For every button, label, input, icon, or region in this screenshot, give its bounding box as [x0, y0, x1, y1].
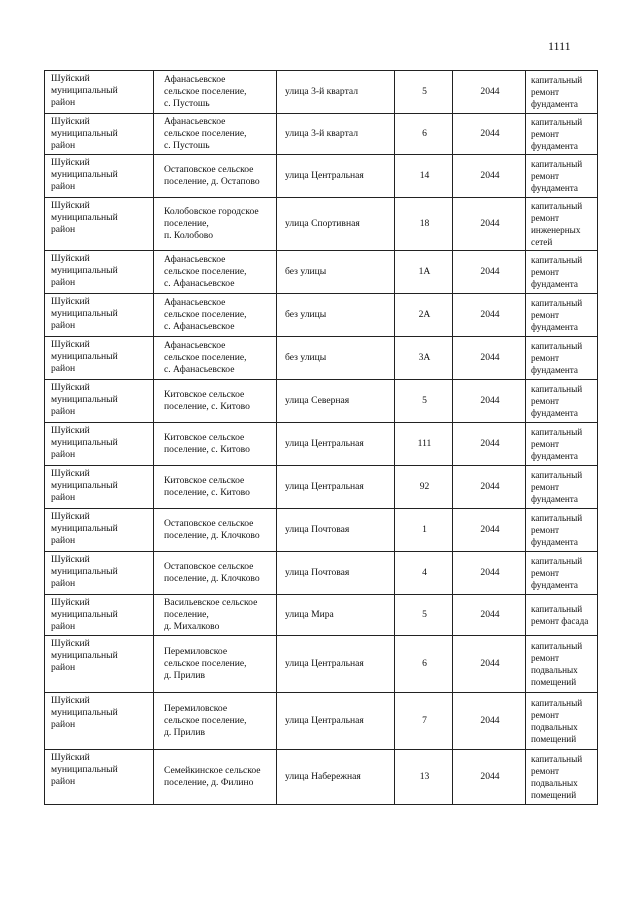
table-row — [45, 636, 598, 693]
year-cell: 2044 — [453, 636, 526, 693]
year-cell: 2044 — [453, 337, 526, 380]
district-cell: Шуйский муниципальный район — [45, 71, 154, 114]
year-cell: 2044 — [453, 509, 526, 552]
district-cell: Шуйский муниципальный район — [45, 466, 154, 509]
street-cell: улица Центральная — [277, 466, 395, 509]
house-number-cell: 1А — [395, 251, 453, 294]
settlement-cell: Афанасьевское сельское поселение, с. Пустошь — [154, 71, 277, 114]
work-type-cell: капитальный ремонт фундамента — [526, 294, 598, 337]
street-cell: улица Набережная — [277, 750, 395, 805]
street-cell: улица 3-й квартал — [277, 71, 395, 114]
page-number: 1111 — [548, 39, 571, 53]
year-cell: 2044 — [453, 595, 526, 636]
table-row — [45, 750, 598, 805]
house-number-cell: 3А — [395, 337, 453, 380]
work-type-cell: капитальный ремонт фундамента — [526, 251, 598, 294]
table-row — [45, 155, 598, 198]
year-cell: 2044 — [453, 155, 526, 198]
street-cell: без улицы — [277, 251, 395, 294]
house-number-cell: 5 — [395, 71, 453, 114]
house-number-cell: 5 — [395, 380, 453, 423]
table-row — [45, 337, 598, 380]
street-cell: улица Почтовая — [277, 552, 395, 595]
work-type-cell: капитальный ремонт фундамента — [526, 552, 598, 595]
district-cell: Шуйский муниципальный район — [45, 380, 154, 423]
street-cell: улица Центральная — [277, 155, 395, 198]
work-type-cell: капитальный ремонт фундамента — [526, 155, 598, 198]
district-cell: Шуйский муниципальный район — [45, 294, 154, 337]
street-cell: улица Центральная — [277, 693, 395, 750]
table-row — [45, 693, 598, 750]
settlement-cell: Перемиловское сельское поселение, д. Прилив — [154, 636, 277, 693]
year-cell: 2044 — [453, 693, 526, 750]
district-cell: Шуйский муниципальный район — [45, 509, 154, 552]
work-type-cell: капитальный ремонт фундамента — [526, 423, 598, 466]
settlement-cell: Китовское сельское поселение, с. Китово — [154, 380, 277, 423]
settlement-cell: Афанасьевское сельское поселение, с. Афанасьевское — [154, 294, 277, 337]
district-cell: Шуйский муниципальный район — [45, 337, 154, 380]
work-type-cell: капитальный ремонт фундамента — [526, 337, 598, 380]
house-number-cell: 7 — [395, 693, 453, 750]
year-cell: 2044 — [453, 750, 526, 805]
street-cell: улица Северная — [277, 380, 395, 423]
year-cell: 2044 — [453, 71, 526, 114]
district-cell: Шуйский муниципальный район — [45, 693, 154, 750]
street-cell: улица Спортивная — [277, 198, 395, 251]
street-cell: улица Мира — [277, 595, 395, 636]
year-cell: 2044 — [453, 552, 526, 595]
house-number-cell: 1 — [395, 509, 453, 552]
settlement-cell: Афанасьевское сельское поселение, с. Пустошь — [154, 114, 277, 155]
work-type-cell: капитальный ремонт подвальных помещений — [526, 750, 598, 805]
work-type-cell: капитальный ремонт инженерных сетей — [526, 198, 598, 251]
settlement-cell: Китовское сельское поселение, с. Китово — [154, 466, 277, 509]
table-row — [45, 552, 598, 595]
table-row — [45, 114, 598, 155]
housing-repair-table — [44, 70, 598, 805]
street-cell: улица Центральная — [277, 423, 395, 466]
house-number-cell: 92 — [395, 466, 453, 509]
house-number-cell: 14 — [395, 155, 453, 198]
house-number-cell: 6 — [395, 636, 453, 693]
street-cell: улица 3-й квартал — [277, 114, 395, 155]
street-cell: без улицы — [277, 337, 395, 380]
house-number-cell: 111 — [395, 423, 453, 466]
work-type-cell: капитальный ремонт фундамента — [526, 380, 598, 423]
year-cell: 2044 — [453, 198, 526, 251]
district-cell: Шуйский муниципальный район — [45, 155, 154, 198]
district-cell: Шуйский муниципальный район — [45, 595, 154, 636]
year-cell: 2044 — [453, 114, 526, 155]
work-type-cell: капитальный ремонт фасада — [526, 595, 598, 636]
settlement-cell: Остаповское сельское поселение, д. Клочково — [154, 509, 277, 552]
district-cell: Шуйский муниципальный район — [45, 423, 154, 466]
district-cell: Шуйский муниципальный район — [45, 552, 154, 595]
district-cell: Шуйский муниципальный район — [45, 251, 154, 294]
house-number-cell: 5 — [395, 595, 453, 636]
table-row — [45, 509, 598, 552]
district-cell: Шуйский муниципальный район — [45, 750, 154, 805]
year-cell: 2044 — [453, 251, 526, 294]
table-row — [45, 251, 598, 294]
year-cell: 2044 — [453, 380, 526, 423]
table-row — [45, 595, 598, 636]
work-type-cell: капитальный ремонт фундамента — [526, 114, 598, 155]
settlement-cell: Афанасьевское сельское поселение, с. Афанасьевское — [154, 337, 277, 380]
house-number-cell: 4 — [395, 552, 453, 595]
district-cell: Шуйский муниципальный район — [45, 636, 154, 693]
work-type-cell: капитальный ремонт фундамента — [526, 509, 598, 552]
district-cell: Шуйский муниципальный район — [45, 198, 154, 251]
table-row — [45, 380, 598, 423]
work-type-cell: капитальный ремонт фундамента — [526, 71, 598, 114]
street-cell: улица Почтовая — [277, 509, 395, 552]
year-cell: 2044 — [453, 466, 526, 509]
work-type-cell: капитальный ремонт фундамента — [526, 466, 598, 509]
district-cell: Шуйский муниципальный район — [45, 114, 154, 155]
house-number-cell: 6 — [395, 114, 453, 155]
table-body — [45, 71, 598, 805]
settlement-cell: Китовское сельское поселение, с. Китово — [154, 423, 277, 466]
settlement-cell: Перемиловское сельское поселение, д. Прилив — [154, 693, 277, 750]
street-cell: улица Центральная — [277, 636, 395, 693]
settlement-cell: Остаповское сельское поселение, д. Клочково — [154, 552, 277, 595]
table-row — [45, 71, 598, 114]
settlement-cell: Семейкинское сельское поселение, д. Филино — [154, 750, 277, 805]
house-number-cell: 18 — [395, 198, 453, 251]
work-type-cell: капитальный ремонт подвальных помещений — [526, 693, 598, 750]
work-type-cell: капитальный ремонт подвальных помещений — [526, 636, 598, 693]
street-cell: без улицы — [277, 294, 395, 337]
year-cell: 2044 — [453, 423, 526, 466]
house-number-cell: 2А — [395, 294, 453, 337]
settlement-cell: Васильевское сельское поселение, д. Михалково — [154, 595, 277, 636]
table-row — [45, 294, 598, 337]
year-cell: 2044 — [453, 294, 526, 337]
settlement-cell: Остаповское сельское поселение, д. Остапово — [154, 155, 277, 198]
house-number-cell: 13 — [395, 750, 453, 805]
table-row — [45, 423, 598, 466]
settlement-cell: Афанасьевское сельское поселение, с. Афанасьевское — [154, 251, 277, 294]
settlement-cell: Колобовское городское поселение, п. Колобово — [154, 198, 277, 251]
table-row — [45, 198, 598, 251]
table-row — [45, 466, 598, 509]
